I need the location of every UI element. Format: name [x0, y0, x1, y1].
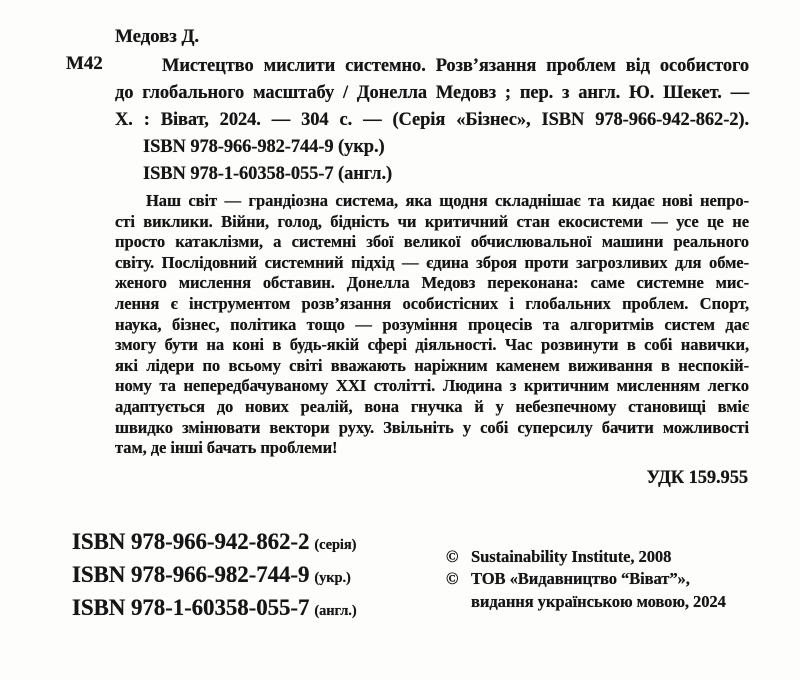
isbn-number: ISBN 978-966-942-862-2	[72, 529, 310, 554]
isbn-series-row	[72, 527, 357, 560]
isbn-ukrainian: ISBN 978-966-982-744-9 (укр.)	[143, 137, 385, 157]
annotation-line: світу. Послідовний системний підхід — єдина зброя проти загрозливих для обме-	[115, 252, 749, 272]
copyright-row	[446, 568, 726, 590]
annotation-line: женого мислення обставин. Донелла Медовз переконана: саме системне мис-	[115, 273, 749, 293]
copyright-text: ТОВ «Видавництво “Віват”»,	[471, 569, 690, 589]
author-heading: Медовз Д.	[115, 26, 200, 47]
bibliographic-description	[115, 53, 749, 188]
bib-line: до глобального масштабу / Донелла Медовз ; пер. з англ. Ю. Шекет. —	[115, 83, 749, 103]
annotation-line: ному та непередбачуваному ХХІ столітті. Людина з критичним мисленням легко	[115, 376, 749, 396]
annotation-line: змогу бути на коні в будь-якій сфері діяльності. Час розвинути в собі навички,	[115, 335, 749, 355]
library-index-code: М42	[66, 53, 103, 74]
isbn-qualifier: (серія)	[314, 537, 357, 553]
copyright-text: Sustainability Institute, 2008	[471, 547, 672, 566]
bib-line: Х. : Віват, 2024. — 304 с. — (Серія «Бізнес», ISBN 978-966-942-862-2).	[115, 110, 749, 130]
annotation-line-last: там, де інші бачать проблеми!	[115, 438, 338, 458]
isbn-ukrainian-row	[72, 560, 357, 593]
isbn-qualifier: (укр.)	[314, 570, 351, 586]
copyright-icon-spacer	[446, 591, 471, 613]
annotation-line: просто катаклізми, а системні збої великої обчислювальної машини реального	[115, 232, 749, 252]
isbn-qualifier: (англ.)	[314, 603, 357, 619]
annotation-line: які лідери по всьому світі вважають наріжним каменем виживання в неспокій-	[115, 355, 749, 375]
isbn-block	[72, 527, 357, 626]
copyright-block	[446, 546, 726, 613]
copyright-row	[446, 546, 726, 568]
copyright-icon: ©	[446, 569, 459, 589]
isbn-number: ISBN 978-1-60358-055-7	[72, 595, 310, 620]
copyright-text: видання українською мовою, 2024	[471, 591, 726, 611]
annotation-line: Наш світ — грандіозна система, яка щодня складнішає та кидає нові непро-	[146, 191, 749, 210]
isbn-number: ISBN 978-966-982-744-9	[72, 562, 310, 587]
annotation-paragraph	[115, 191, 749, 459]
copyright-row-continuation	[446, 591, 726, 613]
bib-line: Мистецтво мислити системно. Розв’язання проблем від особистого	[162, 56, 749, 76]
isbn-english-row	[72, 593, 357, 626]
annotation-line: сті виклики. Війни, голод, бідність чи критичний стан екосистеми — усе це не	[115, 211, 749, 231]
annotation-line: адаптується до нових реалій, вона гнучка й у небезпечному становищі вміє	[115, 396, 749, 416]
copyright-icon: ©	[446, 547, 459, 566]
udc-code: УДК 159.955	[646, 468, 748, 488]
annotation-line: швидко змінювати вектори руху. Звільніть у собі суперсилу бачити можливості	[115, 417, 749, 437]
annotation-line: лення є інструментом розв’язання особистісних і глобальних проблем. Спорт,	[115, 293, 749, 313]
isbn-english: ISBN 978-1-60358-055-7 (англ.)	[143, 164, 393, 184]
annotation-line: наука, бізнес, політика тощо — розуміння процесів та алгоритмів систем дає	[115, 314, 749, 334]
